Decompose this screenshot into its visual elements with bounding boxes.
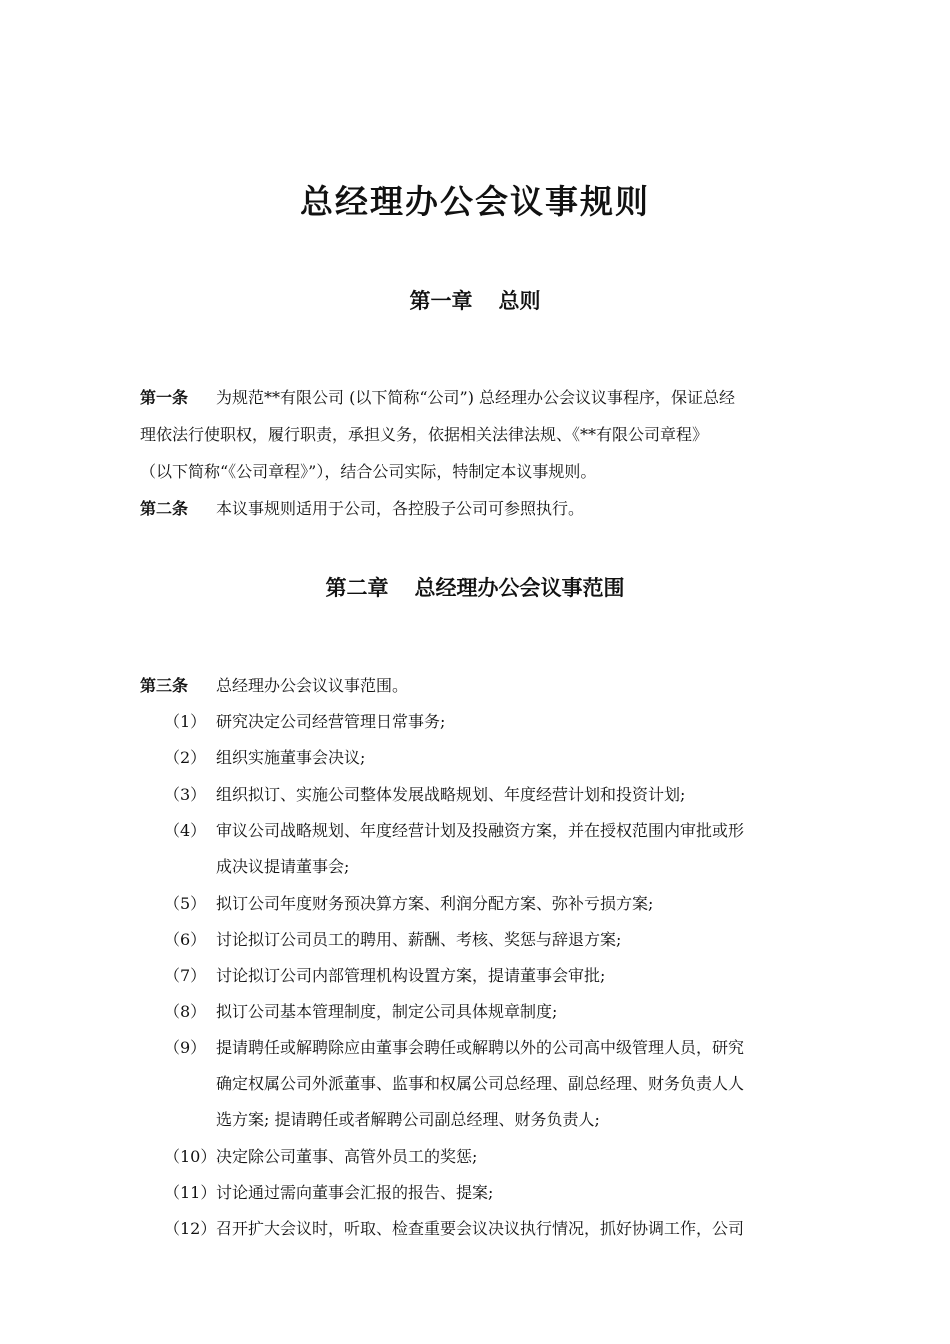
chapter-1-name: 总则 <box>498 289 541 313</box>
list-item-text: 召开扩大会议时，听取、检查重要会议决议执行情况，抓好协调工作，公司 <box>216 1219 745 1238</box>
list-item-text: 研究决定公司经营管理日常事务; <box>216 712 446 731</box>
list-item-number: （6） <box>164 930 207 949</box>
list-item-number: （2） <box>164 748 207 767</box>
list-item-number: （12） <box>164 1219 217 1238</box>
list-item <box>164 966 605 986</box>
article-2 <box>140 499 584 519</box>
chapter-1-heading <box>0 285 950 315</box>
list-item <box>164 930 621 950</box>
article-1-label: 第一条 <box>140 388 189 407</box>
list-item-number: （4） <box>164 821 207 840</box>
list-item-text: 拟订公司基本管理制度，制定公司具体规章制度; <box>216 1002 558 1021</box>
list-item-number: （7） <box>164 966 207 985</box>
article-1-line-3: （以下简称“《公司章程》”），结合公司实际，特制定本议事规则。 <box>140 462 597 481</box>
list-item-continuation: 选方案; 提请聘任或者解聘公司副总经理、财务负责人; <box>216 1110 600 1129</box>
list-item <box>164 712 445 732</box>
list-item-number: （9） <box>164 1038 207 1057</box>
list-item <box>164 785 685 805</box>
list-item-number: （8） <box>164 1002 207 1021</box>
list-item <box>164 1147 477 1167</box>
chapter-2-name: 总经理办公会议事范围 <box>414 576 625 600</box>
list-item-text: 讨论拟订公司员工的聘用、薪酬、考核、奖惩与辞退方案; <box>216 930 622 949</box>
list-item <box>164 1038 744 1058</box>
list-item-number: （5） <box>164 894 207 913</box>
list-item <box>164 1183 493 1203</box>
article-1-line-1: 为规范**有限公司 (以下简称“公司”) 总经理办公会议议事程序，保证总经 <box>216 388 736 407</box>
list-item-continuation: 成决议提请董事会; <box>216 857 350 876</box>
list-item-continuation: 确定权属公司外派董事、监事和权属公司总经理、副总经理、财务负责人人 <box>216 1074 745 1093</box>
list-item <box>164 821 744 841</box>
chapter-2-number: 第二章 <box>325 576 389 600</box>
list-item-number: （3） <box>164 785 207 804</box>
article-3-label: 第三条 <box>140 676 189 695</box>
article-2-label: 第二条 <box>140 499 189 518</box>
article-1 <box>140 388 735 408</box>
document-title: 总经理办公会议事规则 <box>300 182 650 221</box>
list-item-text: 组织实施董事会决议; <box>216 748 366 767</box>
list-item <box>164 1219 744 1239</box>
chapter-2-heading <box>0 572 950 602</box>
chapter-1-number: 第一章 <box>409 289 473 313</box>
article-3-text: 总经理办公会议议事范围。 <box>216 676 409 695</box>
list-item-number: （1） <box>164 712 207 731</box>
list-item-text: 讨论通过需向董事会汇报的报告、提案; <box>216 1183 494 1202</box>
list-item <box>164 894 653 914</box>
list-item-text: 拟订公司年度财务预决算方案、利润分配方案、弥补亏损方案; <box>216 894 654 913</box>
article-3 <box>140 676 408 696</box>
list-item-text: 组织拟订、实施公司整体发展战略规划、年度经营计划和投资计划; <box>216 785 686 804</box>
list-item-text: 审议公司战略规划、年度经营计划及投融资方案，并在授权范围内审批或形 <box>216 821 745 840</box>
article-1-line-2: 理依法行使职权，履行职责，承担义务，依据相关法律法规、《**有限公司章程》 <box>140 425 709 444</box>
list-item <box>164 1002 557 1022</box>
list-item <box>164 748 365 768</box>
list-item-text: 决定除公司董事、高管外员工的奖惩; <box>216 1147 478 1166</box>
list-item-number: （11） <box>164 1183 217 1202</box>
list-item-text: 提请聘任或解聘除应由董事会聘任或解聘以外的公司高中级管理人员，研究 <box>216 1038 745 1057</box>
article-2-text: 本议事规则适用于公司，各控股子公司可参照执行。 <box>216 499 585 518</box>
list-item-number: （10） <box>164 1147 217 1166</box>
list-item-text: 讨论拟订公司内部管理机构设置方案，提请董事会审批; <box>216 966 606 985</box>
